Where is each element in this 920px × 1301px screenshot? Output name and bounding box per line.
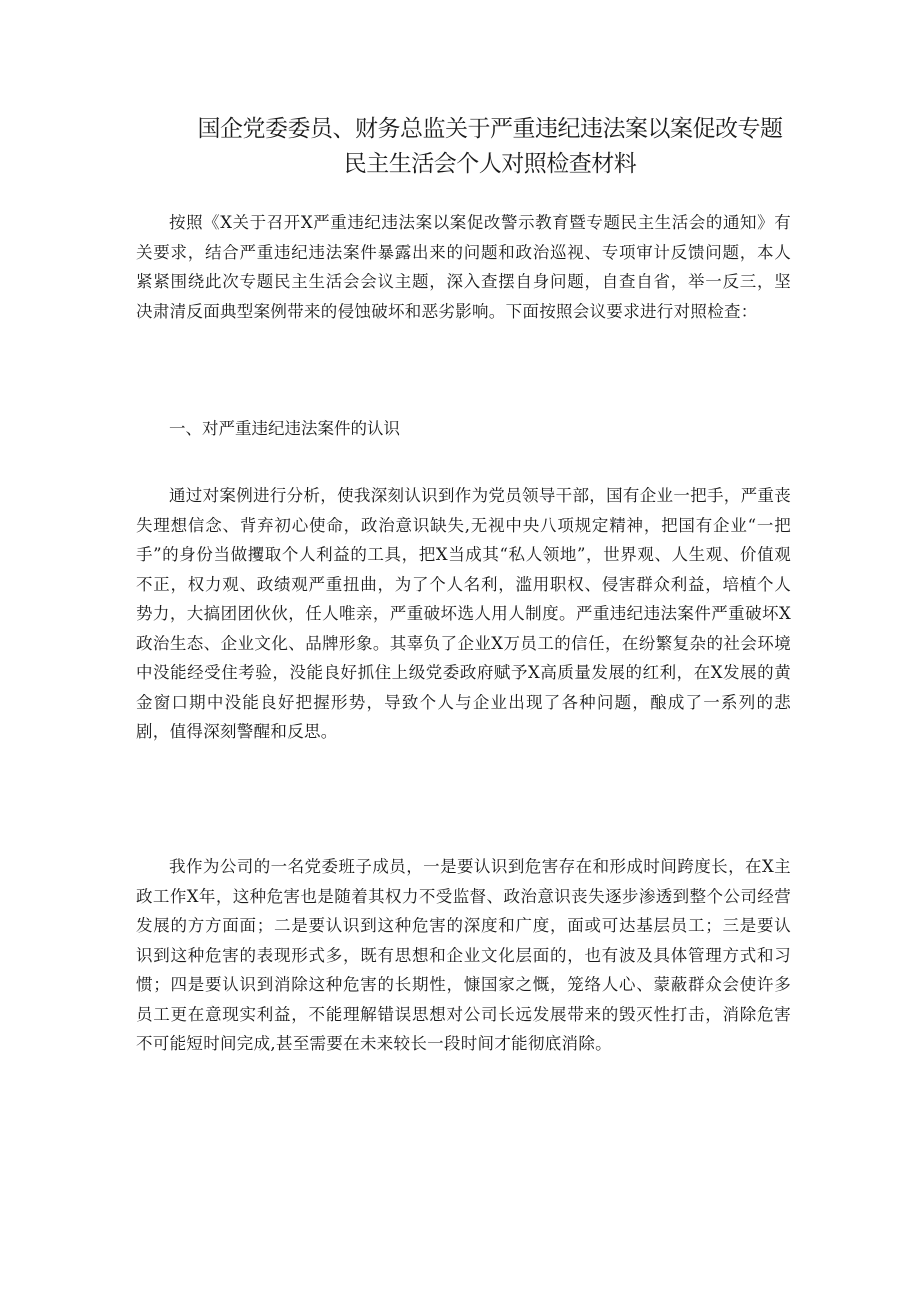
intro-paragraph: 按照《X关于召开X严重违纪违法案以案促改警示教育暨专题民主生活会的通知》有关要求，结合严重违纪违法案件暴露出来的问题和政治巡视、专项审计反馈问题，本人紧紧围绕此次专题民主生活会会议主题，深入查摆自身问题，自查自省，举一反三，坚决肃清反面典型案例带来的侵蚀破坏和恶劣影响。下面按照会议要求进行对照检查： — [136, 213, 791, 321]
analysis-paragraph: 通过对案例进行分析，使我深刻认识到作为党员领导干部，国有企业一把手，严重丧失理想信念、背弃初心使命，政治意识缺失,无视中央八项规定精神，把国有企业“一把手”的身份当做攫取个人利益的工具，把X当成其“私人领地”，世界观、人生观、价值观不正，权力观、政绩观严重扭曲，为了个人名利，滥用职权、侵害群众利益，培植个人势力，大搞团团伙伙，任人唯亲，严重破坏选人用人制度。严重违纪违法案件严重破坏X政治生态、企业文化、品牌形象。其辜负了企业X万员工的信任，在纷繁复杂的社会环境中没能经受住考验，没能良好抓住上级党委政府赋予X高质量发展的红利，在X发展的黄金窗口期中没能良好把握形势，导致个人与企业出现了各种问题，酿成了一系列的悲剧，值得深刻警醒和反思。 — [136, 486, 791, 741]
title-line-1: 国企党委委员、财务总监关于严重违纪违法案以案促改专题 — [197, 116, 783, 142]
title-line-2: 民主生活会个人对照检查材料 — [343, 151, 637, 177]
self-reflection-paragraph: 我作为公司的一名党委班子成员，一是要认识到危害存在和形成时间跨度长，在X主政工作X年，这种危害也是随着其权力不受监督、政治意识丧失逐步渗透到整个公司经营发展的方方面面；二是要认识到这种危害的深度和广度，面或可达基层员工；三是要认识到这种危害的表现形式多，既有思想和企业文化层面的，也有波及具体管理方式和习惯；四是要认识到消除这种危害的长期性，慷国家之慨，笼络人心、蒙蔽群众会使许多员工更在意现实利益，不能理解错误思想对公司长远发展带来的毁灭性打击，消除危害不可能短时间完成,甚至需要在未来较长一段时间才能彻底消除。 — [136, 857, 791, 1053]
section-heading-1: 一、对严重违纪违法案件的认识 — [169, 419, 400, 438]
document-title — [150, 112, 830, 182]
